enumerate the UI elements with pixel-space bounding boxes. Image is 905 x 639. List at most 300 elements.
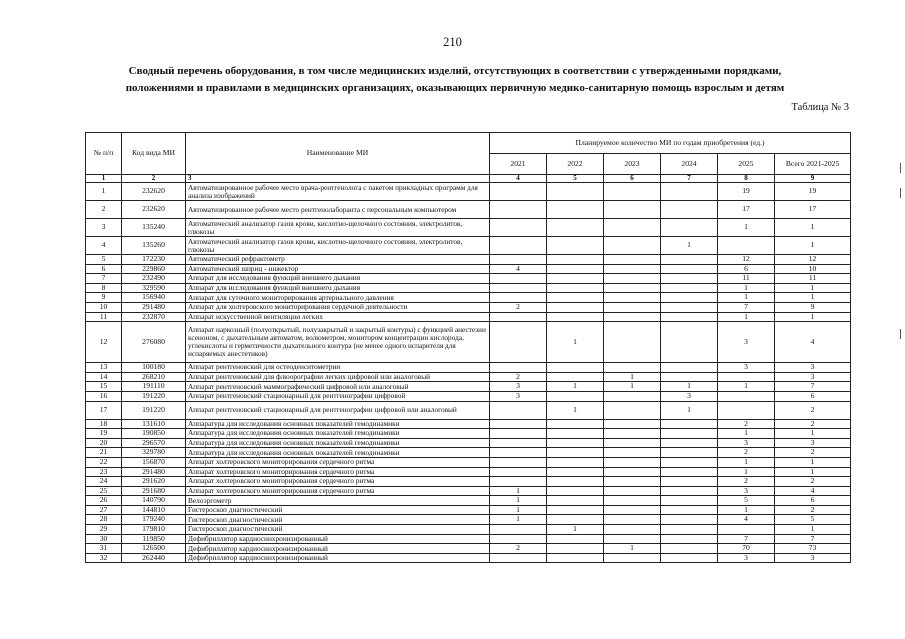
column-number: 2 xyxy=(122,175,186,183)
qty-2025-cell: 1 xyxy=(718,429,775,439)
device-name-cell: Дефибриллятор кардиосинхронизированный xyxy=(186,553,490,563)
qty-2022-cell xyxy=(547,438,604,448)
qty-2023-cell xyxy=(604,391,661,401)
device-code-cell: 262440 xyxy=(122,553,186,563)
device-name-cell: Велоэргометр xyxy=(186,496,490,506)
qty-2021-cell xyxy=(490,283,547,293)
qty-2022-cell xyxy=(547,219,604,237)
row-number-cell: 11 xyxy=(86,312,122,322)
qty-2021-cell: 1 xyxy=(490,496,547,506)
table-body xyxy=(86,183,851,563)
device-code-cell: 179810 xyxy=(122,525,186,535)
row-number-cell: 27 xyxy=(86,505,122,515)
qty-2025-cell: 2 xyxy=(718,448,775,458)
row-number-cell: 12 xyxy=(86,322,122,363)
qty-2025-cell: 1 xyxy=(718,382,775,392)
device-name-cell: Аппарат рентгеновский стационарный для рентгенографии цифровой xyxy=(186,391,490,401)
qty-2022-cell xyxy=(547,372,604,382)
device-code-cell: 329780 xyxy=(122,448,186,458)
qty-2022-cell: 1 xyxy=(547,525,604,535)
device-code-cell: 135240 xyxy=(122,219,186,237)
device-code-cell: 268210 xyxy=(122,372,186,382)
device-code-cell: 232620 xyxy=(122,183,186,201)
qty-2022-cell: 1 xyxy=(547,401,604,419)
header-device-name: Наименование МИ xyxy=(186,133,490,175)
row-number-cell: 9 xyxy=(86,293,122,303)
device-name-cell: Аппарат для исследования функций внешнего дыхания xyxy=(186,283,490,293)
qty-2023-cell xyxy=(604,515,661,525)
header-year-2025: 2025 xyxy=(718,154,775,175)
header-total: Всего 2021-2025 xyxy=(775,154,851,175)
qty-total-cell: 11 xyxy=(775,274,851,284)
table-row xyxy=(86,486,851,496)
qty-2022-cell xyxy=(547,534,604,544)
device-name-cell: Аппарат рентгеновский стационарный для рентгенографии цифровой или аналоговый xyxy=(186,401,490,419)
qty-2025-cell: 19 xyxy=(718,183,775,201)
qty-2022-cell xyxy=(547,457,604,467)
qty-2024-cell xyxy=(661,534,718,544)
device-code-cell: 232490 xyxy=(122,274,186,284)
qty-2022-cell: 1 xyxy=(547,322,604,363)
qty-2024-cell xyxy=(661,467,718,477)
qty-2021-cell xyxy=(490,255,547,265)
qty-2025-cell xyxy=(718,391,775,401)
qty-2023-cell xyxy=(604,477,661,487)
qty-total-cell: 4 xyxy=(775,322,851,363)
qty-2025-cell: 6 xyxy=(718,264,775,274)
qty-2023-cell xyxy=(604,457,661,467)
scan-edge-mark xyxy=(900,163,901,173)
qty-2024-cell xyxy=(661,322,718,363)
device-code-cell: 191220 xyxy=(122,401,186,419)
qty-2025-cell: 3 xyxy=(718,553,775,563)
table-row xyxy=(86,391,851,401)
device-name-cell: Аппаратура для исследования основных показателей гемодинамики xyxy=(186,438,490,448)
qty-2023-cell xyxy=(604,486,661,496)
qty-2022-cell xyxy=(547,363,604,373)
qty-2025-cell: 3 xyxy=(718,438,775,448)
device-code-cell: 156870 xyxy=(122,457,186,467)
device-name-cell: Автоматический анализатор газов крови, кислотно-щелочного состояния, электролитов, глюкозы xyxy=(186,237,490,255)
qty-2025-cell: 1 xyxy=(718,293,775,303)
device-code-cell: 140790 xyxy=(122,496,186,506)
qty-2023-cell xyxy=(604,363,661,373)
qty-2024-cell xyxy=(661,515,718,525)
row-number-cell: 14 xyxy=(86,372,122,382)
qty-2021-cell xyxy=(490,553,547,563)
qty-total-cell: 73 xyxy=(775,544,851,554)
column-number: 5 xyxy=(547,175,604,183)
row-number-cell: 32 xyxy=(86,553,122,563)
qty-2023-cell xyxy=(604,448,661,458)
table-row xyxy=(86,525,851,535)
device-code-cell: 232620 xyxy=(122,201,186,219)
qty-2024-cell xyxy=(661,183,718,201)
column-number: 1 xyxy=(86,175,122,183)
device-name-cell: Автоматический шприц - инжектор xyxy=(186,264,490,274)
qty-2022-cell xyxy=(547,183,604,201)
row-number-cell: 15 xyxy=(86,382,122,392)
device-code-cell: 291620 xyxy=(122,477,186,487)
row-number-cell: 6 xyxy=(86,264,122,274)
table-row xyxy=(86,515,851,525)
qty-total-cell: 1 xyxy=(775,429,851,439)
device-code-cell: 296570 xyxy=(122,438,186,448)
qty-2023-cell xyxy=(604,201,661,219)
qty-total-cell: 17 xyxy=(775,201,851,219)
qty-total-cell: 7 xyxy=(775,382,851,392)
qty-2024-cell xyxy=(661,438,718,448)
device-code-cell: 276080 xyxy=(122,322,186,363)
qty-2023-cell xyxy=(604,438,661,448)
qty-2022-cell xyxy=(547,302,604,312)
qty-2023-cell xyxy=(604,219,661,237)
qty-total-cell: 1 xyxy=(775,467,851,477)
table-row xyxy=(86,219,851,237)
qty-2025-cell: 7 xyxy=(718,302,775,312)
table-row xyxy=(86,467,851,477)
device-name-cell: Дефибриллятор кардиосинхронизированный xyxy=(186,534,490,544)
qty-2021-cell xyxy=(490,363,547,373)
column-number-row xyxy=(86,175,851,183)
qty-2025-cell xyxy=(718,525,775,535)
qty-2023-cell xyxy=(604,419,661,429)
qty-2021-cell xyxy=(490,429,547,439)
qty-2023-cell xyxy=(604,525,661,535)
row-number-cell: 1 xyxy=(86,183,122,201)
device-code-cell: 119850 xyxy=(122,534,186,544)
qty-total-cell: 3 xyxy=(775,363,851,373)
qty-2024-cell: 1 xyxy=(661,401,718,419)
qty-2025-cell: 17 xyxy=(718,201,775,219)
qty-2023-cell xyxy=(604,534,661,544)
device-name-cell: Аппаратура для исследования основных показателей гемодинамики xyxy=(186,448,490,458)
qty-2023-cell xyxy=(604,467,661,477)
qty-total-cell: 12 xyxy=(775,255,851,265)
device-name-cell: Автоматический рефрактометр xyxy=(186,255,490,265)
header-device-code: Код вида МИ xyxy=(122,133,186,175)
qty-2024-cell xyxy=(661,274,718,284)
header-year-2022: 2022 xyxy=(547,154,604,175)
device-name-cell: Аппарат холтеровского мониторирования сердечного ритма xyxy=(186,467,490,477)
qty-2021-cell xyxy=(490,201,547,219)
qty-total-cell: 2 xyxy=(775,419,851,429)
device-code-cell: 291680 xyxy=(122,486,186,496)
device-code-cell: 144810 xyxy=(122,505,186,515)
qty-2023-cell xyxy=(604,183,661,201)
device-name-cell: Автоматизированное рабочее место рентгенолаборанта с персональным компьютером xyxy=(186,201,490,219)
qty-2021-cell xyxy=(490,293,547,303)
qty-2022-cell xyxy=(547,274,604,284)
column-number: 6 xyxy=(604,175,661,183)
device-name-cell: Аппаратура для исследования основных показателей гемодинамики xyxy=(186,429,490,439)
device-name-cell: Аппарат для суточного мониторирования артериального давления xyxy=(186,293,490,303)
qty-2025-cell xyxy=(718,237,775,255)
qty-total-cell: 4 xyxy=(775,486,851,496)
row-number-cell: 17 xyxy=(86,401,122,419)
device-code-cell: 156940 xyxy=(122,293,186,303)
page-number: 210 xyxy=(443,35,462,49)
qty-2023-cell xyxy=(604,322,661,363)
qty-2021-cell xyxy=(490,322,547,363)
qty-2021-cell: 2 xyxy=(490,302,547,312)
device-code-cell: 135260 xyxy=(122,237,186,255)
qty-2024-cell xyxy=(661,448,718,458)
qty-2024-cell xyxy=(661,219,718,237)
row-number-cell: 7 xyxy=(86,274,122,284)
qty-2021-cell xyxy=(490,457,547,467)
qty-2024-cell xyxy=(661,419,718,429)
header-year-2023: 2023 xyxy=(604,154,661,175)
qty-total-cell: 19 xyxy=(775,183,851,201)
device-name-cell: Аппарат рентгеновский для флюорографии легких цифровой или аналоговый xyxy=(186,372,490,382)
qty-2022-cell xyxy=(547,293,604,303)
qty-total-cell: 1 xyxy=(775,237,851,255)
qty-2025-cell: 11 xyxy=(718,274,775,284)
qty-2023-cell xyxy=(604,312,661,322)
column-number: 9 xyxy=(775,175,851,183)
qty-total-cell: 1 xyxy=(775,457,851,467)
column-number: 8 xyxy=(718,175,775,183)
table-row xyxy=(86,382,851,392)
table-row xyxy=(86,544,851,554)
device-code-cell: 131610 xyxy=(122,419,186,429)
row-number-cell: 10 xyxy=(86,302,122,312)
qty-2021-cell xyxy=(490,183,547,201)
qty-2022-cell xyxy=(547,429,604,439)
qty-2024-cell xyxy=(661,496,718,506)
qty-2024-cell xyxy=(661,363,718,373)
table-row xyxy=(86,534,851,544)
table-row xyxy=(86,264,851,274)
qty-total-cell: 9 xyxy=(775,302,851,312)
device-name-cell: Аппарат рентгеновский для остеоденситометрии xyxy=(186,363,490,373)
row-number-cell: 8 xyxy=(86,283,122,293)
device-name-cell: Гистероскоп диагностический xyxy=(186,515,490,525)
qty-2023-cell xyxy=(604,496,661,506)
row-number-cell: 23 xyxy=(86,467,122,477)
header-row-number: № п/п xyxy=(86,133,122,175)
table-row xyxy=(86,237,851,255)
qty-2022-cell xyxy=(547,255,604,265)
qty-total-cell: 3 xyxy=(775,553,851,563)
row-number-cell: 18 xyxy=(86,419,122,429)
qty-2025-cell: 3 xyxy=(718,486,775,496)
table-row xyxy=(86,448,851,458)
qty-2025-cell: 3 xyxy=(718,363,775,373)
qty-2024-cell: 1 xyxy=(661,382,718,392)
table-caption: Таблица № 3 xyxy=(791,102,849,113)
qty-2025-cell: 2 xyxy=(718,419,775,429)
qty-2022-cell xyxy=(547,515,604,525)
qty-2022-cell xyxy=(547,553,604,563)
table-row xyxy=(86,312,851,322)
qty-2023-cell xyxy=(604,237,661,255)
table-row xyxy=(86,363,851,373)
qty-2022-cell xyxy=(547,264,604,274)
qty-2023-cell xyxy=(604,401,661,419)
device-code-cell: 191220 xyxy=(122,391,186,401)
header-year-2024: 2024 xyxy=(661,154,718,175)
qty-2025-cell: 4 xyxy=(718,515,775,525)
qty-total-cell: 2 xyxy=(775,477,851,487)
qty-2025-cell: 1 xyxy=(718,312,775,322)
qty-2022-cell xyxy=(547,283,604,293)
qty-2023-cell xyxy=(604,429,661,439)
qty-2021-cell xyxy=(490,237,547,255)
qty-2023-cell: 1 xyxy=(604,382,661,392)
row-number-cell: 30 xyxy=(86,534,122,544)
qty-2024-cell xyxy=(661,283,718,293)
table-row xyxy=(86,293,851,303)
qty-2022-cell xyxy=(547,486,604,496)
device-name-cell: Дефибриллятор кардиосинхронизированный xyxy=(186,544,490,554)
table-row xyxy=(86,283,851,293)
qty-2023-cell xyxy=(604,553,661,563)
qty-2023-cell xyxy=(604,255,661,265)
device-name-cell: Автоматизированное рабочее место врача-рентгенолога с пакетом прикладных программ для анализа изображений xyxy=(186,183,490,201)
device-code-cell: 291480 xyxy=(122,467,186,477)
qty-2025-cell xyxy=(718,372,775,382)
qty-2021-cell: 3 xyxy=(490,382,547,392)
qty-2025-cell: 70 xyxy=(718,544,775,554)
row-number-cell: 31 xyxy=(86,544,122,554)
table-row xyxy=(86,477,851,487)
qty-total-cell: 1 xyxy=(775,219,851,237)
qty-total-cell: 3 xyxy=(775,372,851,382)
qty-2025-cell: 1 xyxy=(718,219,775,237)
qty-2024-cell xyxy=(661,372,718,382)
qty-2022-cell: 1 xyxy=(547,382,604,392)
device-code-cell: 232870 xyxy=(122,312,186,322)
qty-2023-cell: 1 xyxy=(604,372,661,382)
table-row xyxy=(86,457,851,467)
row-number-cell: 2 xyxy=(86,201,122,219)
row-number-cell: 16 xyxy=(86,391,122,401)
qty-2021-cell xyxy=(490,467,547,477)
header-year-2021: 2021 xyxy=(490,154,547,175)
equipment-table xyxy=(85,132,851,563)
table-row xyxy=(86,372,851,382)
column-number: 4 xyxy=(490,175,547,183)
device-code-cell: 229860 xyxy=(122,264,186,274)
qty-total-cell: 6 xyxy=(775,496,851,506)
device-name-cell: Аппарат холтеровского мониторирования сердечного ритма xyxy=(186,486,490,496)
qty-total-cell: 10 xyxy=(775,264,851,274)
qty-2021-cell xyxy=(490,448,547,458)
device-name-cell: Автоматический анализатор газов крови, кислотно-щелочного состояния, электролитов, глюкозы xyxy=(186,219,490,237)
device-name-cell: Аппарат холтеровского мониторирования сердечного ритма xyxy=(186,457,490,467)
qty-2022-cell xyxy=(547,391,604,401)
qty-2023-cell xyxy=(604,264,661,274)
qty-2024-cell xyxy=(661,477,718,487)
qty-2024-cell: 1 xyxy=(661,237,718,255)
device-name-cell: Аппарат для холтеровского мониторирования сердечной деятельности xyxy=(186,302,490,312)
qty-2021-cell xyxy=(490,312,547,322)
table-row xyxy=(86,255,851,265)
qty-total-cell: 6 xyxy=(775,391,851,401)
qty-2022-cell xyxy=(547,312,604,322)
qty-2021-cell xyxy=(490,274,547,284)
qty-2022-cell xyxy=(547,477,604,487)
device-code-cell: 179240 xyxy=(122,515,186,525)
qty-2024-cell xyxy=(661,429,718,439)
scan-edge-mark xyxy=(900,188,901,198)
row-number-cell: 22 xyxy=(86,457,122,467)
header-planned-quantity: Планируемое количество МИ по годам приобретения (ед.) xyxy=(490,133,851,154)
device-name-cell: Аппарат для исследования функций внешнего дыхания xyxy=(186,274,490,284)
qty-2023-cell xyxy=(604,274,661,284)
qty-2021-cell: 1 xyxy=(490,515,547,525)
device-code-cell: 100180 xyxy=(122,363,186,373)
table-row xyxy=(86,505,851,515)
row-number-cell: 3 xyxy=(86,219,122,237)
table-row xyxy=(86,553,851,563)
qty-total-cell: 7 xyxy=(775,534,851,544)
qty-2021-cell xyxy=(490,438,547,448)
device-code-cell: 329590 xyxy=(122,283,186,293)
qty-2021-cell xyxy=(490,534,547,544)
device-name-cell: Аппаратура для исследования основных показателей гемодинамики xyxy=(186,419,490,429)
qty-2024-cell: 3 xyxy=(661,391,718,401)
device-code-cell: 172230 xyxy=(122,255,186,265)
device-name-cell: Аппарат наркозный (полуоткрытый, полузакрытый и закрытый контуры) с функцией анестезии ксеноном, с дыхательным автоматом, волюметром, монитором концентрации кислорода, углекислоты и герметичности дыхательного контура (не менее одного испарителя для испаряемых анестетиков) xyxy=(186,322,490,363)
qty-2021-cell xyxy=(490,401,547,419)
qty-2023-cell xyxy=(604,293,661,303)
qty-2025-cell: 3 xyxy=(718,322,775,363)
qty-2023-cell xyxy=(604,283,661,293)
qty-2025-cell: 1 xyxy=(718,283,775,293)
document-title xyxy=(60,63,850,97)
qty-2024-cell xyxy=(661,486,718,496)
device-code-cell: 191110 xyxy=(122,382,186,392)
table-row xyxy=(86,401,851,419)
device-name-cell: Аппарат искусственной вентиляции легких xyxy=(186,312,490,322)
device-name-cell: Гистероскоп диагностический xyxy=(186,505,490,515)
qty-2022-cell xyxy=(547,419,604,429)
qty-2022-cell xyxy=(547,467,604,477)
row-number-cell: 28 xyxy=(86,515,122,525)
row-number-cell: 20 xyxy=(86,438,122,448)
qty-2021-cell xyxy=(490,219,547,237)
qty-2022-cell xyxy=(547,448,604,458)
table-row xyxy=(86,274,851,284)
table-row xyxy=(86,183,851,201)
scan-edge-mark xyxy=(900,329,901,339)
qty-total-cell: 5 xyxy=(775,515,851,525)
document-title-line-2: положениями и правилами в медицинских организациях, оказывающих первичную медико-санитарную помощь взрослым и детям xyxy=(125,82,785,94)
row-number-cell: 24 xyxy=(86,477,122,487)
qty-2024-cell xyxy=(661,544,718,554)
qty-2021-cell xyxy=(490,525,547,535)
qty-2024-cell xyxy=(661,302,718,312)
qty-2022-cell xyxy=(547,496,604,506)
qty-total-cell: 1 xyxy=(775,312,851,322)
qty-2021-cell xyxy=(490,477,547,487)
qty-2025-cell: 1 xyxy=(718,457,775,467)
device-code-cell: 291480 xyxy=(122,302,186,312)
qty-2025-cell: 1 xyxy=(718,467,775,477)
device-code-cell: 126500 xyxy=(122,544,186,554)
qty-2021-cell: 4 xyxy=(490,264,547,274)
column-number: 3 xyxy=(186,175,490,183)
qty-total-cell: 2 xyxy=(775,448,851,458)
qty-total-cell: 1 xyxy=(775,525,851,535)
row-number-cell: 13 xyxy=(86,363,122,373)
qty-2025-cell: 5 xyxy=(718,496,775,506)
qty-2024-cell xyxy=(661,525,718,535)
qty-total-cell: 1 xyxy=(775,293,851,303)
